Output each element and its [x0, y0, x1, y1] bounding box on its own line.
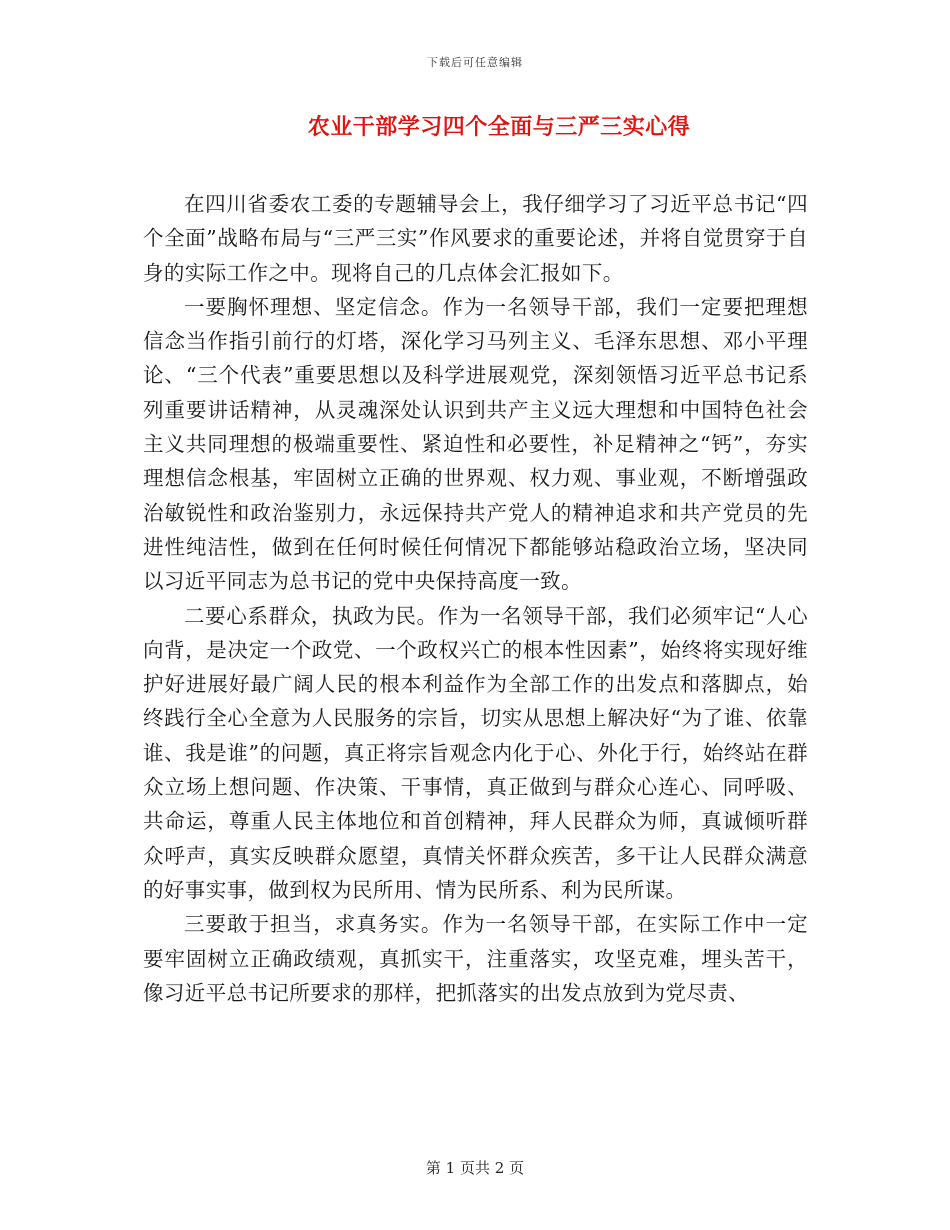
header-note: 下载后可任意编辑	[427, 56, 523, 69]
document-body	[143, 187, 808, 1010]
paragraph: 二要心系群众，执政为民。作为一名领导干部，我们必须牢记“人心向背，是决定一个政党、一个政权兴亡的根本性因素”，始终将实现好维护好进展好最广阔人民的根本利益作为全部工作的出发点和落脚点，始终践行全心全意为人民服务的宗旨，切实从思想上解决好“为了谁、依靠谁、我是谁”的问题，真正将宗旨观念内化于心、外化于行，始终站在群众立场上想问题、作决策、干事情，真正做到与群众心连心、同呼吸、共命运，尊重人民主体地位和首创精神，拜人民群众为师，真诚倾听群众呼声，真实反映群众愿望，真情关怀群众疾苦，多干让人民群众满意的好事实事，做到权为民所用、情为民所系、利为民所谋。	[143, 603, 808, 902]
page-footer	[0, 1157, 950, 1178]
paragraph: 三要敢于担当，求真务实。作为一名领导干部，在实际工作中一定要牢固树立正确政绩观，真抓实干，注重落实，攻坚克难，埋头苦干，像习近平总书记所要求的那样，把抓落实的出发点放到为党尽责、	[143, 912, 808, 1005]
page-middle: 页共	[459, 1159, 490, 1177]
page-prefix: 第	[425, 1159, 441, 1177]
paragraph: 一要胸怀理想、坚定信念。作为一名领导干部，我们一定要把理想信念当作指引前行的灯塔，深化学习马列主义、毛泽东思想、邓小平理论、“三个代表”重要思想以及科学进展观党，深刻领悟习近平总书记系列重要讲话精神，从灵魂深处认识到共产主义远大理想和中国特色社会主义共同理想的极端重要性、紧迫性和必要性，补足精神之“钙”，夯实理想信念根基，牢固树立正确的世界观、权力观、事业观，不断增强政治敏锐性和政治鉴别力，永远保持共产党人的精神追求和共产党员的先进性纯洁性，做到在任何时候任何情况下都能够站稳政治立场，坚决同以习近平同志为总书记的党中央保持高度一致。	[143, 294, 808, 594]
page-suffix: 页	[509, 1159, 525, 1177]
paragraph: 在四川省委农工委的专题辅导会上，我仔细学习了习近平总书记“四个全面”战略布局与“三严三实”作风要求的重要论述，并将自觉贯穿于自身的实际工作之中。现将自己的几点体会汇报如下。	[143, 192, 808, 285]
document-title: 农业干部学习四个全面与三严三实心得	[307, 114, 691, 140]
page-number: 1	[445, 1159, 456, 1177]
page-total: 2	[494, 1159, 505, 1177]
